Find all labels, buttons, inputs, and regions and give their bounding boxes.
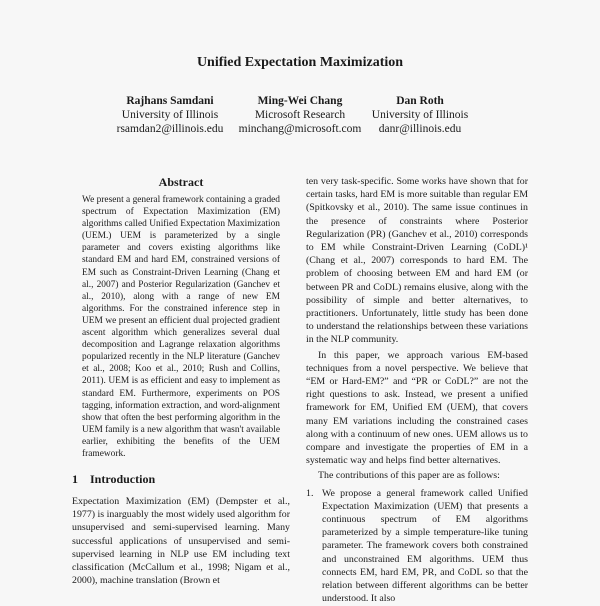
section-number: 1 <box>72 472 78 487</box>
author-affiliation: University of Illinois <box>121 109 219 121</box>
author-3 <box>320 94 520 136</box>
author-name: Ming-Wei Chang <box>257 95 343 107</box>
author-name: Dan Roth <box>396 95 444 107</box>
right-column <box>306 175 528 606</box>
paragraph: The contributions of this paper are as follows: <box>318 470 500 482</box>
list-item-text: We propose a general framework called Unified Expectation Maximization (UEM) that presents a continuous spectrum of EM algorithms parameterized by a simple temperature-like tuning parameter. The framework covers both constrained and unconstrained EM algorithms. UEM thus connects EM, hard EM, PR, and CoDL so that the relation between different algorithms can be better understood. It also <box>322 487 528 605</box>
author-affiliation: University of Illinois <box>371 109 469 121</box>
paragraph: ten very task-specific. Some works have shown that for certain tasks, hard EM is more suitable than regular EM (Spitkovsky et al., 2010). The same issue continues in the presence of constraints where Posterior Regularization (PR) (Ganchev et al., 2010) corresponds to EM while Constraint-Driven Learning (CoDL)¹ (Chang et al., 2007) corresponds to hard EM. The problem of choosing between EM and hard EM (or between PR and CoDL) remains elusive, along with the possibility of simple and better alternatives, to practitioners. Unfortunately, little study has been done to understand the relationships between these variations in the NLP community. <box>306 176 528 346</box>
author-affiliation: Microsoft Research <box>254 109 346 121</box>
list-item <box>306 487 528 606</box>
introduction-text: Expectation Maximization (EM) (Dempster et al., 1977) is inarguably the most widely used algorithm for unsupervised and semi-supervised learning. Many successful applications of unsupervised and semi-supervised learning in NLP use EM including text classification (McCallum et al., 1998; Nigam et al., 2000), machine translation (Brown et <box>72 496 290 587</box>
section-heading <box>72 472 290 487</box>
left-column <box>72 175 290 587</box>
abstract-text: We present a general framework containing a graded spectrum of Expectation Maximization (EM) algorithms called Unified Expectation Maximization (UEM.) UEM is parameterized by a single parameter and covers existing algorithms like standard EM and hard EM, constrained versions of EM such as Constraint-Driven Learning (Chang et al., 2007) and Posterior Regularization (Ganchev et al., 2010), along with a range of new EM algorithms. For the constrained inference step in UEM we present an efficient dual projected gradient ascent algorithm which generalizes several dual decomposition and Lagrange relaxation algorithms popularized recently in the NLP literature (Ganchev et al., 2008; Koo et al., 2010; Rush and Collins, 2011). UEM is as efficient and easy to implement as standard EM. Furthermore, experiments on POS tagging, information extraction, and word-alignment show that often the best performing algorithm in the UEM family is a new algorithm that wasn't available earlier, exhibiting the benefits of the UEM framework. <box>82 195 280 459</box>
author-email: minchang@microsoft.com <box>238 123 362 135</box>
contributions-list <box>306 487 528 606</box>
section-title: Introduction <box>90 472 156 487</box>
list-marker: 1. <box>306 487 314 499</box>
author-email: danr@illinois.edu <box>378 123 462 135</box>
author-email: rsamdan2@illinois.edu <box>116 123 224 135</box>
author-name: Rajhans Samdani <box>126 95 214 107</box>
paragraph: In this paper, we approach various EM-based techniques from a novel perspective. We believe that “EM or Hard-EM?” and “PR or CoDL?” are not the right questions to ask. Instead, we present a unified framework for EM, Unified EM (UEM), that covers many EM variations including the constrained cases along with a continuum of new ones. UEM allows us to compare and investigate the properties of EM in a systematic way and helps find better alternatives. <box>306 349 528 467</box>
abstract-heading: Abstract <box>158 175 204 189</box>
paper-title: Unified Expectation Maximization <box>196 55 404 70</box>
